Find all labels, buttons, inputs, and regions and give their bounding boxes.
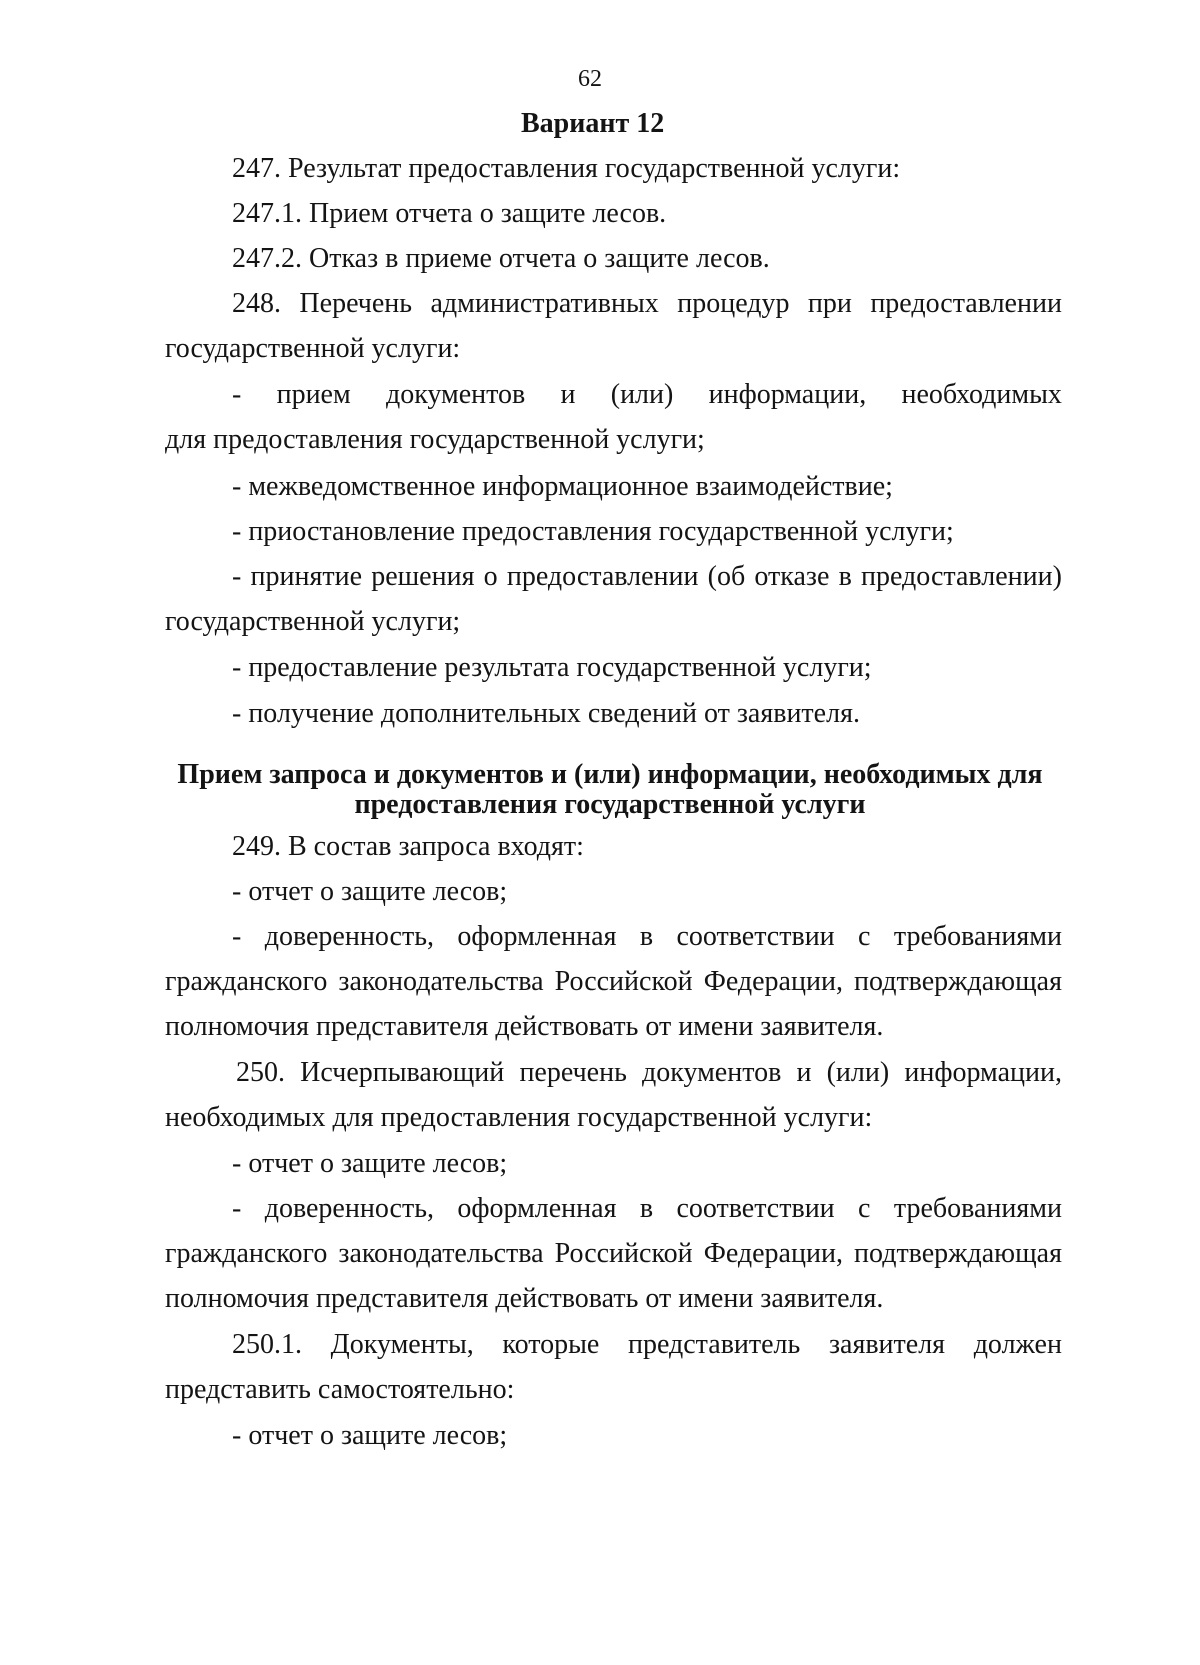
word: представитель <box>627 1329 801 1360</box>
word: 250. <box>236 1057 285 1088</box>
paragraph-247-1: 247.1. Прием отчета о защите лесов. <box>232 198 667 229</box>
word: и <box>560 379 576 410</box>
word: в <box>838 561 852 592</box>
word: - <box>232 1193 242 1224</box>
word: доверенность, <box>264 921 434 952</box>
paragraph-250-item-report: - отчет о защите лесов; <box>232 1148 508 1179</box>
paragraph-250-1-line-1 <box>232 1328 1062 1362</box>
paragraph-249-poa-line-1 <box>232 920 1062 954</box>
paragraph-250-poa-line-1 <box>232 1192 1062 1226</box>
word: подтверждающая <box>854 966 1062 997</box>
paragraph-248-line-2: государственной услуги: <box>165 333 461 364</box>
word: решения <box>371 561 475 592</box>
word: 248. <box>232 288 281 319</box>
paragraph-249-poa-line-3: полномочия представителя действовать от имени заявителя. <box>165 1011 884 1042</box>
word: Перечень <box>299 288 413 319</box>
list-item-suspension: - приостановление предоставления государственной услуги; <box>232 516 954 547</box>
word: доверенность, <box>264 1193 434 1224</box>
word: Российской <box>554 1238 693 1269</box>
word: Исчерпывающий <box>300 1057 505 1088</box>
word: заявителя <box>828 1329 946 1360</box>
word: документов <box>385 379 526 410</box>
word: оформленная <box>457 1193 617 1224</box>
word: - <box>232 379 242 410</box>
word: которые <box>502 1329 600 1360</box>
word: требованиями <box>893 921 1062 952</box>
list-item-receipt-docs-line-2: для предоставления государственной услуги; <box>165 424 705 455</box>
word: предоставлении <box>506 561 699 592</box>
word: Федерации, <box>703 1238 843 1269</box>
word: информации, <box>708 379 867 410</box>
word: принятие <box>250 561 362 592</box>
variant-title: Вариант 12 <box>521 108 665 139</box>
paragraph-247-2: 247.2. Отказ в приеме отчета о защите лесов. <box>232 243 770 274</box>
list-item-interagency: - межведомственное информационное взаимодействие; <box>232 471 893 502</box>
word: (или) <box>826 1057 890 1088</box>
page-number: 62 <box>578 66 602 92</box>
paragraph-250-poa-line-2 <box>165 1237 1062 1271</box>
section-heading-line-2: предоставления государственной услуги <box>354 789 866 820</box>
paragraph-250-poa-line-3: полномочия представителя действовать от имени заявителя. <box>165 1283 884 1314</box>
word: в <box>639 1193 654 1224</box>
paragraph-250-line-2: необходимых для предоставления государственной услуги: <box>165 1102 873 1133</box>
word: необходимых <box>901 379 1062 410</box>
word: законодательства <box>338 966 544 997</box>
section-heading-line-1: Прием запроса и документов и (или) информации, необходимых для <box>177 759 1043 790</box>
word: процедур <box>677 288 790 319</box>
word: подтверждающая <box>854 1238 1062 1269</box>
word: предоставлении <box>870 288 1062 319</box>
word: и <box>796 1057 812 1088</box>
word: соответствии <box>676 1193 835 1224</box>
paragraph-249-poa-line-2 <box>165 965 1062 999</box>
word: с <box>858 921 871 952</box>
word: (об <box>707 561 746 592</box>
word: при <box>807 288 852 319</box>
paragraph-249: 249. В состав запроса входят: <box>232 831 584 862</box>
word: гражданского <box>165 966 328 997</box>
paragraph-250-line-1 <box>236 1056 1062 1090</box>
word: 250.1. <box>232 1329 302 1360</box>
word: - <box>232 561 242 592</box>
word: прием <box>276 379 351 410</box>
word: с <box>858 1193 871 1224</box>
paragraph-250-1-item-report: - отчет о защите лесов; <box>232 1420 508 1451</box>
list-item-decision-line-2: государственной услуги; <box>165 606 461 637</box>
word: (или) <box>610 379 674 410</box>
word: о <box>483 561 498 592</box>
word: отказе <box>754 561 830 592</box>
word: должен <box>973 1329 1062 1360</box>
word: законодательства <box>338 1238 544 1269</box>
list-item-additional-info: - получение дополнительных сведений от заявителя. <box>232 698 860 729</box>
word: Документы, <box>330 1329 474 1360</box>
paragraph-247: 247. Результат предоставления государственной услуги: <box>232 153 901 184</box>
word: Российской <box>554 966 693 997</box>
word: в <box>639 921 654 952</box>
word: предоставлении) <box>860 561 1062 592</box>
word: соответствии <box>676 921 835 952</box>
paragraph-248-line-1 <box>232 287 1062 321</box>
word: оформленная <box>457 921 617 952</box>
paragraph-250-1-line-2: представить самостоятельно: <box>165 1374 515 1405</box>
word: Федерации, <box>703 966 843 997</box>
word: - <box>232 921 242 952</box>
list-item-result: - предоставление результата государственной услуги; <box>232 652 872 683</box>
word: гражданского <box>165 1238 328 1269</box>
word: информации, <box>904 1057 1062 1088</box>
paragraph-249-item-report: - отчет о защите лесов; <box>232 876 508 907</box>
word: требованиями <box>893 1193 1062 1224</box>
word: перечень <box>519 1057 627 1088</box>
word: документов <box>642 1057 782 1088</box>
word: административных <box>430 288 659 319</box>
list-item-decision-line-1 <box>232 560 1062 594</box>
list-item-receipt-docs-line-1 <box>232 378 1062 412</box>
